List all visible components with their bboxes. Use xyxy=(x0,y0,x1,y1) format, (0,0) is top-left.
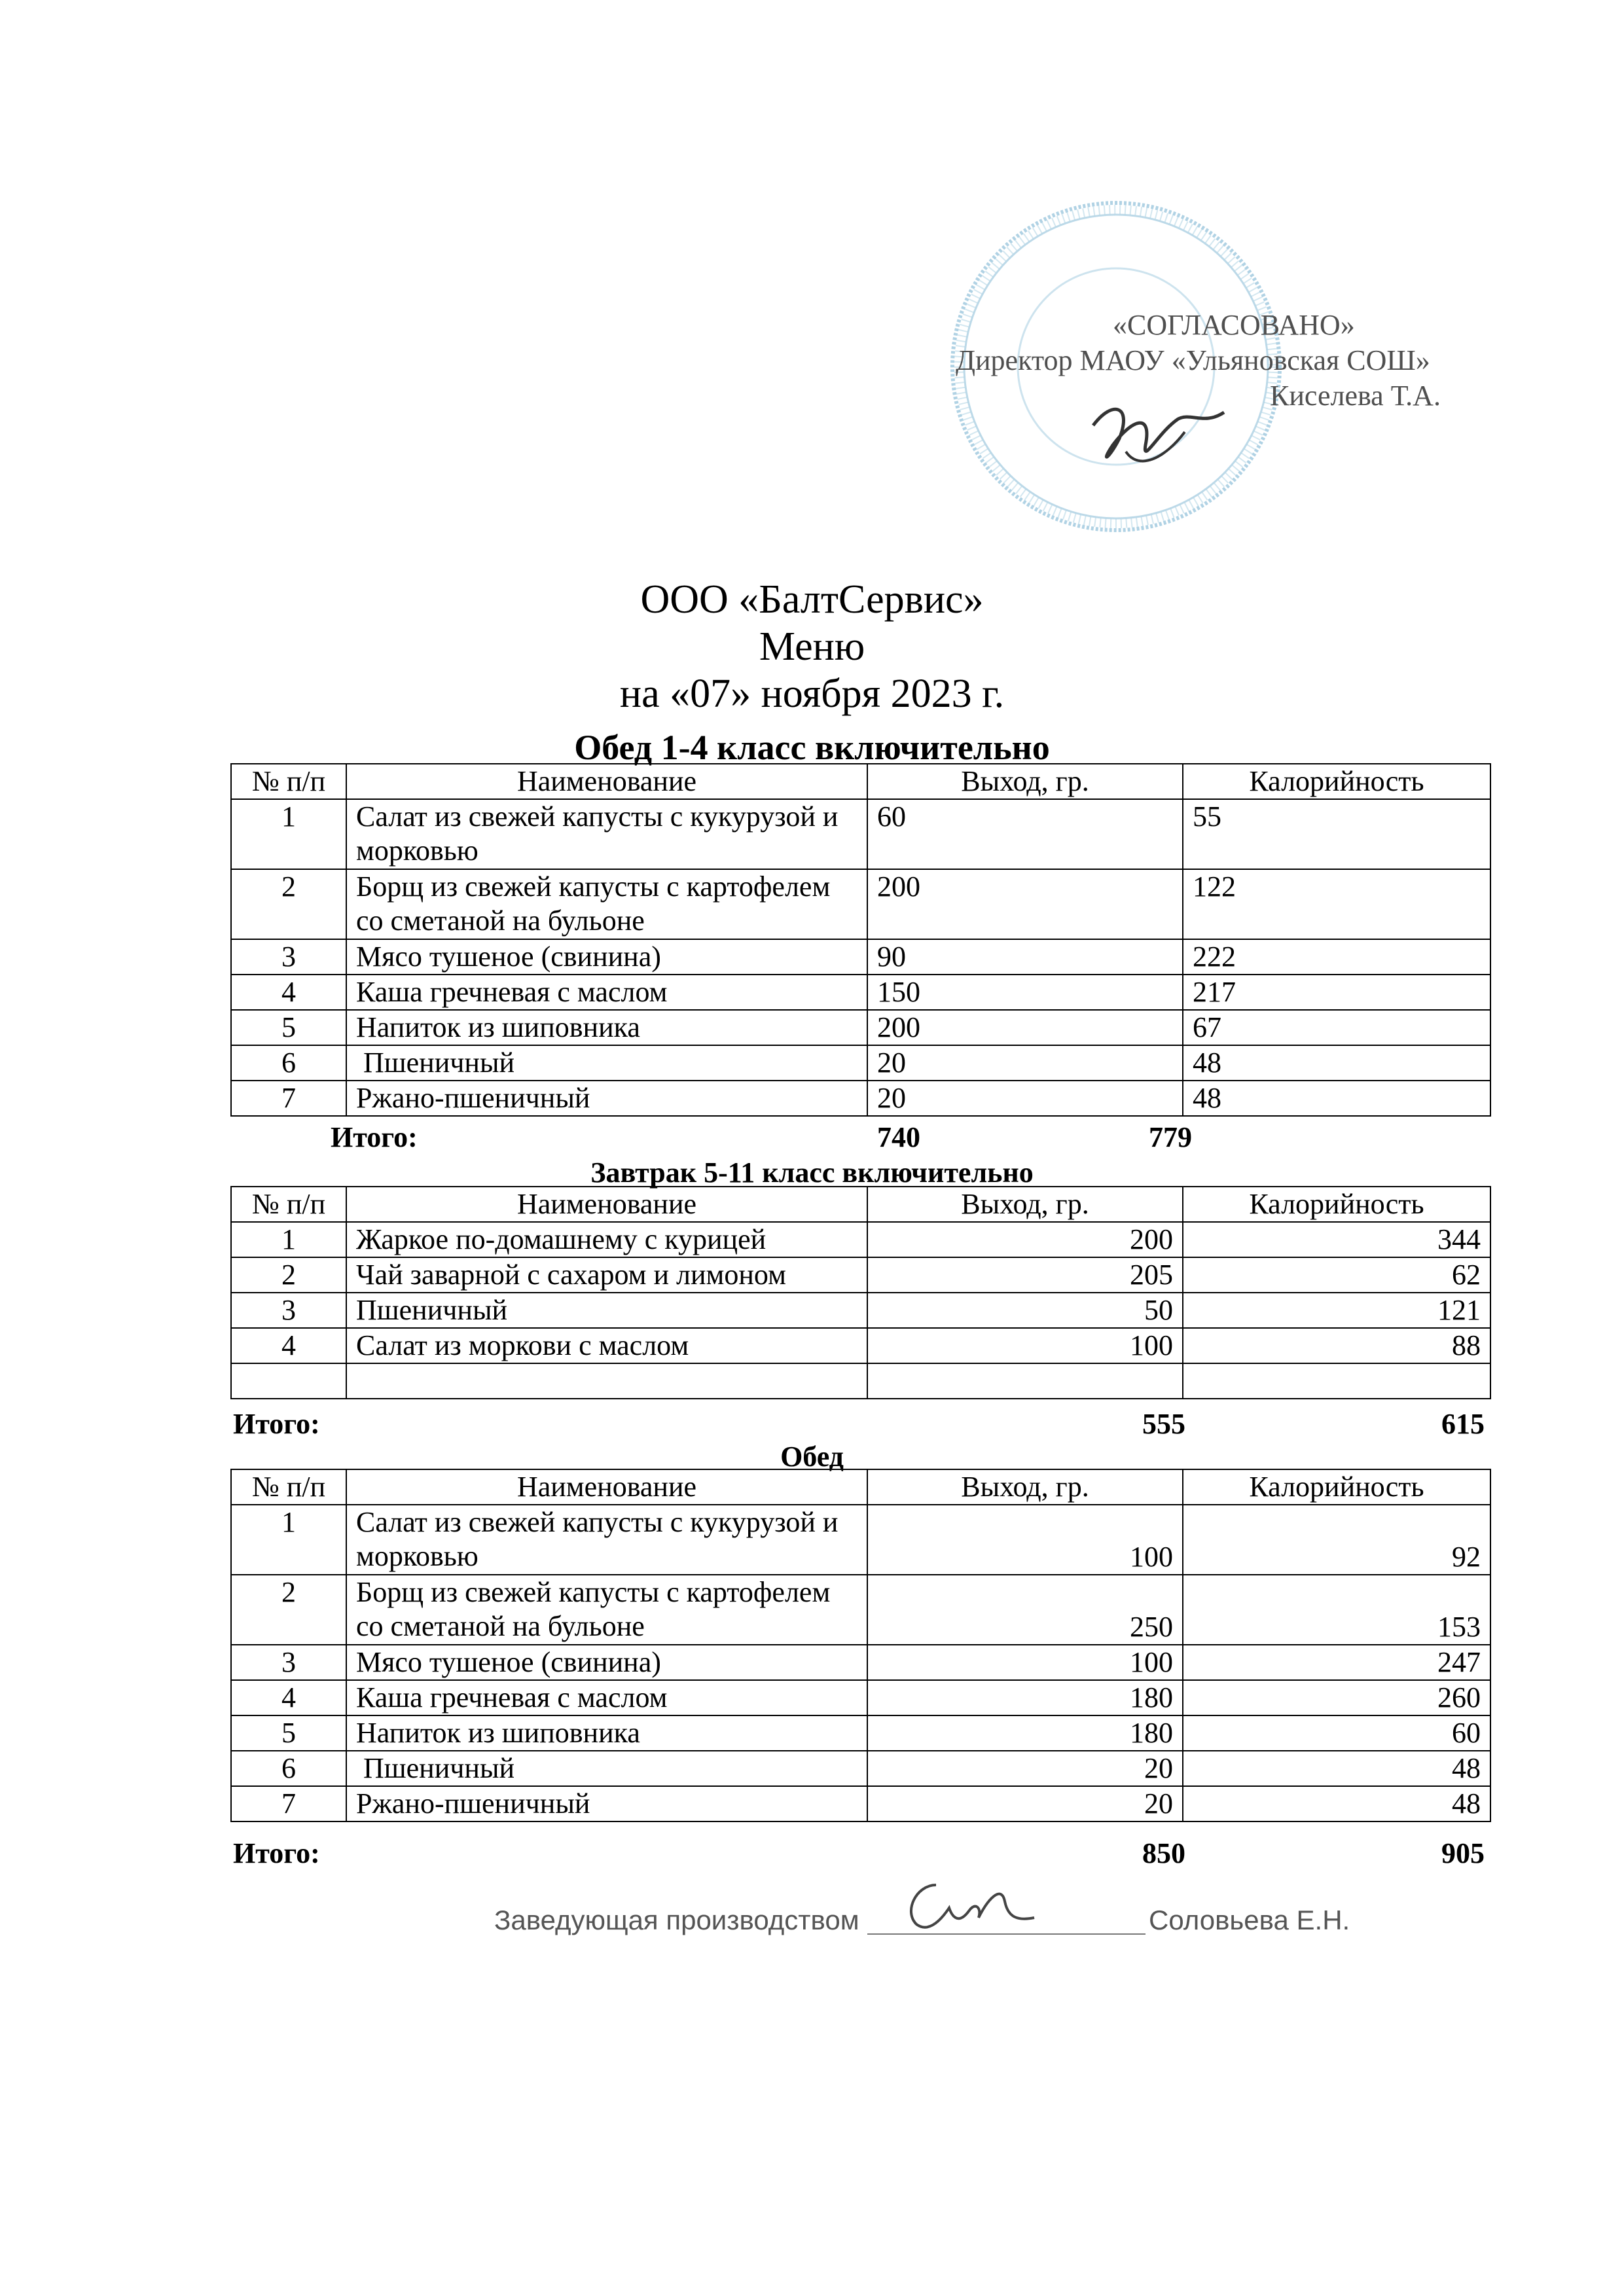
footer-label: Заведующая производством xyxy=(494,1905,859,1935)
table-row xyxy=(231,1645,1490,1680)
total-label: Итого: xyxy=(331,1121,418,1153)
column-header-calories: Калорийность xyxy=(1183,764,1490,799)
row-weight: 60 xyxy=(867,799,1183,869)
table-header-row xyxy=(231,1187,1490,1222)
table-row xyxy=(231,1081,1490,1116)
row-weight: 20 xyxy=(867,1081,1183,1116)
row-calories: 247 xyxy=(1183,1645,1490,1680)
table-row xyxy=(231,975,1490,1010)
row-weight: 50 xyxy=(867,1293,1183,1328)
approval-name: Киселева Т.А. xyxy=(1270,380,1441,412)
table-row-empty xyxy=(231,1363,1490,1399)
menu-date: на «07» ноября 2023 г. xyxy=(619,672,1005,716)
section-title-breakfast-5-11: Завтрак 5-11 класс включительно xyxy=(590,1157,1034,1189)
row-num: 6 xyxy=(231,1751,346,1786)
total-weight: 740 xyxy=(877,1121,920,1153)
total-label: Итого: xyxy=(233,1408,320,1440)
table-row xyxy=(231,1505,1490,1575)
row-name: Мясо тушеное (свинина) xyxy=(346,939,867,975)
row-num: 2 xyxy=(231,869,346,939)
row-weight: 20 xyxy=(867,1045,1183,1081)
row-name: Напиток из шиповника xyxy=(346,1010,867,1045)
row-weight: 200 xyxy=(867,1010,1183,1045)
row-weight: 205 xyxy=(867,1257,1183,1293)
table-row xyxy=(231,1715,1490,1751)
column-header-weight: Выход, гр. xyxy=(867,1187,1183,1222)
row-calories: 122 xyxy=(1183,869,1490,939)
row-num: 3 xyxy=(231,939,346,975)
table-row xyxy=(231,1222,1490,1257)
row-weight: 250 xyxy=(867,1575,1183,1645)
row-weight: 20 xyxy=(867,1786,1183,1821)
row-calories xyxy=(1183,1363,1490,1399)
row-num: 5 xyxy=(231,1715,346,1751)
table-row xyxy=(231,1257,1490,1293)
row-calories: 121 xyxy=(1183,1293,1490,1328)
row-calories: 48 xyxy=(1183,1751,1490,1786)
row-calories: 260 xyxy=(1183,1680,1490,1715)
row-weight: 180 xyxy=(867,1715,1183,1751)
column-header-calories: Калорийность xyxy=(1183,1187,1490,1222)
row-name xyxy=(346,1363,867,1399)
row-num: 4 xyxy=(231,1328,346,1363)
total-calories: 905 xyxy=(1441,1837,1485,1869)
manager-signature xyxy=(897,1872,1041,1944)
column-header-num: № п/п xyxy=(231,764,346,799)
row-weight: 100 xyxy=(867,1328,1183,1363)
row-calories: 55 xyxy=(1183,799,1490,869)
row-weight xyxy=(867,1363,1183,1399)
table-row xyxy=(231,939,1490,975)
row-num: 7 xyxy=(231,1081,346,1116)
column-header-weight: Выход, гр. xyxy=(867,1469,1183,1505)
row-num: 2 xyxy=(231,1257,346,1293)
row-name: Пшеничный xyxy=(346,1045,867,1081)
row-num: 2 xyxy=(231,1575,346,1645)
row-calories: 48 xyxy=(1183,1045,1490,1081)
table-row xyxy=(231,1575,1490,1645)
row-num: 1 xyxy=(231,1505,346,1575)
table-header-row xyxy=(231,1469,1490,1505)
approval-block xyxy=(956,308,1610,439)
row-num: 4 xyxy=(231,1680,346,1715)
total-calories: 615 xyxy=(1441,1408,1485,1440)
row-calories: 62 xyxy=(1183,1257,1490,1293)
row-num: 1 xyxy=(231,1222,346,1257)
row-name: Пшеничный xyxy=(346,1293,867,1328)
total-calories: 779 xyxy=(1149,1121,1192,1153)
row-name: Борщ из свежей капусты с картофелем со сметаной на бульоне xyxy=(346,1575,867,1645)
table-row xyxy=(231,1010,1490,1045)
row-weight: 90 xyxy=(867,939,1183,975)
row-weight: 20 xyxy=(867,1751,1183,1786)
row-weight: 100 xyxy=(867,1505,1183,1575)
row-calories: 217 xyxy=(1183,975,1490,1010)
row-weight: 180 xyxy=(867,1680,1183,1715)
column-header-name: Наименование xyxy=(346,1469,867,1505)
row-name: Чай заварной с сахаром и лимоном xyxy=(346,1257,867,1293)
column-header-num: № п/п xyxy=(231,1469,346,1505)
row-weight: 200 xyxy=(867,1222,1183,1257)
row-name: Напиток из шиповника xyxy=(346,1715,867,1751)
menu-table-lunch-1-4 xyxy=(230,763,1491,1117)
column-header-num: № п/п xyxy=(231,1187,346,1222)
row-calories: 48 xyxy=(1183,1786,1490,1821)
row-num xyxy=(231,1363,346,1399)
row-calories: 88 xyxy=(1183,1328,1490,1363)
row-calories: 344 xyxy=(1183,1222,1490,1257)
table-row xyxy=(231,799,1490,869)
row-name: Каша гречневая с маслом xyxy=(346,975,867,1010)
table-row xyxy=(231,1293,1490,1328)
row-name: Ржано-пшеничный xyxy=(346,1786,867,1821)
column-header-calories: Калорийность xyxy=(1183,1469,1490,1505)
approval-title: «СОГЛАСОВАНО» xyxy=(1113,309,1355,341)
column-header-weight: Выход, гр. xyxy=(867,764,1183,799)
total-weight: 850 xyxy=(1142,1837,1185,1869)
director-signature xyxy=(1074,386,1237,478)
menu-table-breakfast-5-11 xyxy=(230,1186,1491,1399)
section-title-lunch: Обед xyxy=(780,1441,844,1473)
row-weight: 200 xyxy=(867,869,1183,939)
table-header-row xyxy=(231,764,1490,799)
row-num: 1 xyxy=(231,799,346,869)
column-header-name: Наименование xyxy=(346,1187,867,1222)
row-calories: 60 xyxy=(1183,1715,1490,1751)
menu-table-lunch xyxy=(230,1469,1491,1822)
total-label: Итого: xyxy=(233,1837,320,1869)
approval-position: Директор МАОУ «Ульяновская СОШ» xyxy=(956,344,1430,376)
row-weight: 150 xyxy=(867,975,1183,1010)
row-calories: 92 xyxy=(1183,1505,1490,1575)
row-calories: 153 xyxy=(1183,1575,1490,1645)
row-num: 5 xyxy=(231,1010,346,1045)
row-num: 3 xyxy=(231,1293,346,1328)
row-name: Мясо тушеное (свинина) xyxy=(346,1645,867,1680)
table-row xyxy=(231,1786,1490,1821)
section-title-lunch-1-4: Обед 1-4 класс включительно xyxy=(574,728,1050,767)
row-name: Каша гречневая с маслом xyxy=(346,1680,867,1715)
row-calories: 48 xyxy=(1183,1081,1490,1116)
table-row xyxy=(231,1751,1490,1786)
row-num: 6 xyxy=(231,1045,346,1081)
row-calories: 67 xyxy=(1183,1010,1490,1045)
company-name: ООО «БалтСервис» xyxy=(640,577,984,622)
row-name: Ржано-пшеничный xyxy=(346,1081,867,1116)
row-calories: 222 xyxy=(1183,939,1490,975)
table-row xyxy=(231,1045,1490,1081)
row-weight: 100 xyxy=(867,1645,1183,1680)
footer-name: Соловьева Е.Н. xyxy=(1149,1905,1350,1935)
row-name: Салат из свежей капусты с кукурузой и морковью xyxy=(346,1505,867,1575)
row-name: Пшеничный xyxy=(346,1751,867,1786)
table-row xyxy=(231,1680,1490,1715)
row-name: Борщ из свежей капусты с картофелем со сметаной на бульоне xyxy=(346,869,867,939)
menu-title: Меню xyxy=(759,624,865,669)
row-name: Салат из моркови с маслом xyxy=(346,1328,867,1363)
row-num: 4 xyxy=(231,975,346,1010)
table-row xyxy=(231,1328,1490,1363)
column-header-name: Наименование xyxy=(346,764,867,799)
row-name: Салат из свежей капусты с кукурузой и морковью xyxy=(346,799,867,869)
row-num: 7 xyxy=(231,1786,346,1821)
row-name: Жаркое по-домашнему с курицей xyxy=(346,1222,867,1257)
row-num: 3 xyxy=(231,1645,346,1680)
total-weight: 555 xyxy=(1142,1408,1185,1440)
table-row xyxy=(231,869,1490,939)
